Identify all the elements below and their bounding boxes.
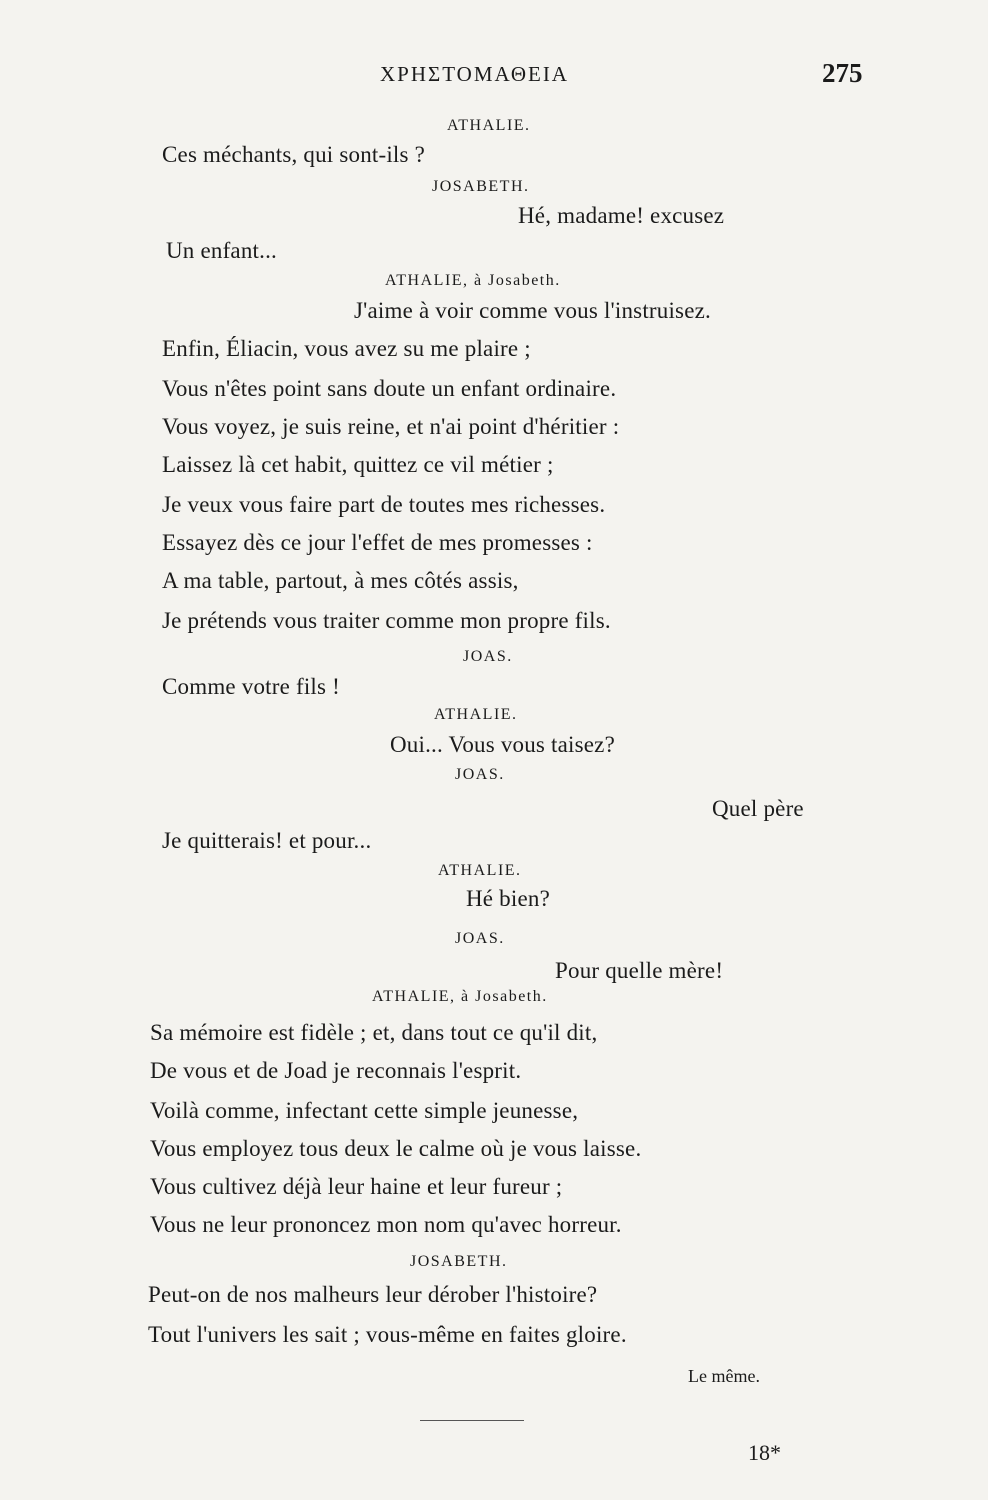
attribution: Le même.	[688, 1366, 760, 1386]
verse-line: Pour quelle mère!	[555, 958, 724, 983]
verse-line: Je prétends vous traiter comme mon propre fils.	[162, 608, 611, 633]
speaker-label: ATHALIE.	[447, 117, 531, 134]
verse-line: Vous n'êtes point sans doute un enfant ordinaire.	[162, 376, 617, 401]
verse-line: Je veux vous faire part de toutes mes richesses.	[162, 492, 606, 517]
verse-line: Vous cultivez déjà leur haine et leur fureur ;	[150, 1174, 563, 1199]
speaker-label: ATHALIE.	[438, 862, 522, 879]
speaker-label: JOSABETH.	[410, 1253, 508, 1270]
verse-line: Peut-on de nos malheurs leur dérober l'histoire?	[148, 1282, 598, 1307]
verse-line: Hé, madame! excusez	[518, 203, 725, 228]
speaker-label: JOAS.	[455, 930, 505, 947]
verse-line: Ces méchants, qui sont-ils ?	[162, 142, 426, 167]
signature-mark: 18*	[748, 1440, 781, 1465]
verse-line: Vous ne leur prononcez mon nom qu'avec horreur.	[150, 1212, 622, 1237]
verse-line: A ma table, partout, à mes côtés assis,	[162, 568, 519, 593]
speaker-label: JOSABETH.	[432, 178, 530, 195]
verse-line: Quel père	[712, 796, 804, 821]
verse-line: Oui... Vous vous taisez?	[390, 732, 615, 757]
verse-line: Voilà comme, infectant cette simple jeunesse,	[150, 1098, 579, 1123]
verse-line: Hé bien?	[466, 886, 550, 911]
verse-line: Je quitterais! et pour...	[162, 828, 372, 853]
verse-line: Un enfant...	[166, 238, 277, 263]
verse-line: Laissez là cet habit, quittez ce vil métier ;	[162, 452, 554, 477]
verse-line: Comme votre fils !	[162, 674, 340, 699]
speaker-label: JOAS.	[463, 648, 513, 665]
verse-line: De vous et de Joad je reconnais l'esprit.	[150, 1058, 522, 1083]
speaker-label: JOAS.	[455, 766, 505, 783]
verse-line: Vous voyez, je suis reine, et n'ai point d'héritier :	[162, 414, 620, 439]
verse-line: Sa mémoire est fidèle ; et, dans tout ce qu'il dit,	[150, 1020, 598, 1045]
speaker-label: ATHALIE, à Josabeth.	[372, 988, 548, 1005]
speaker-label: ATHALIE.	[434, 706, 518, 723]
verse-line: Tout l'univers les sait ; vous-même en faites gloire.	[148, 1322, 627, 1347]
verse-line: Essayez dès ce jour l'effet de mes promesses :	[162, 530, 593, 555]
speaker-label: ATHALIE, à Josabeth.	[385, 272, 561, 289]
verse-line: Enfin, Éliacin, vous avez su me plaire ;	[162, 336, 531, 361]
verse-line: Vous employez tous deux le calme où je vous laisse.	[150, 1136, 642, 1161]
closing-rule	[420, 1420, 524, 1421]
running-title: ΧΡΗΣΤΟΜΑΘΕΙΑ	[380, 62, 569, 86]
verse-line: J'aime à voir comme vous l'instruisez.	[354, 298, 711, 323]
page-number: 275	[822, 58, 863, 88]
